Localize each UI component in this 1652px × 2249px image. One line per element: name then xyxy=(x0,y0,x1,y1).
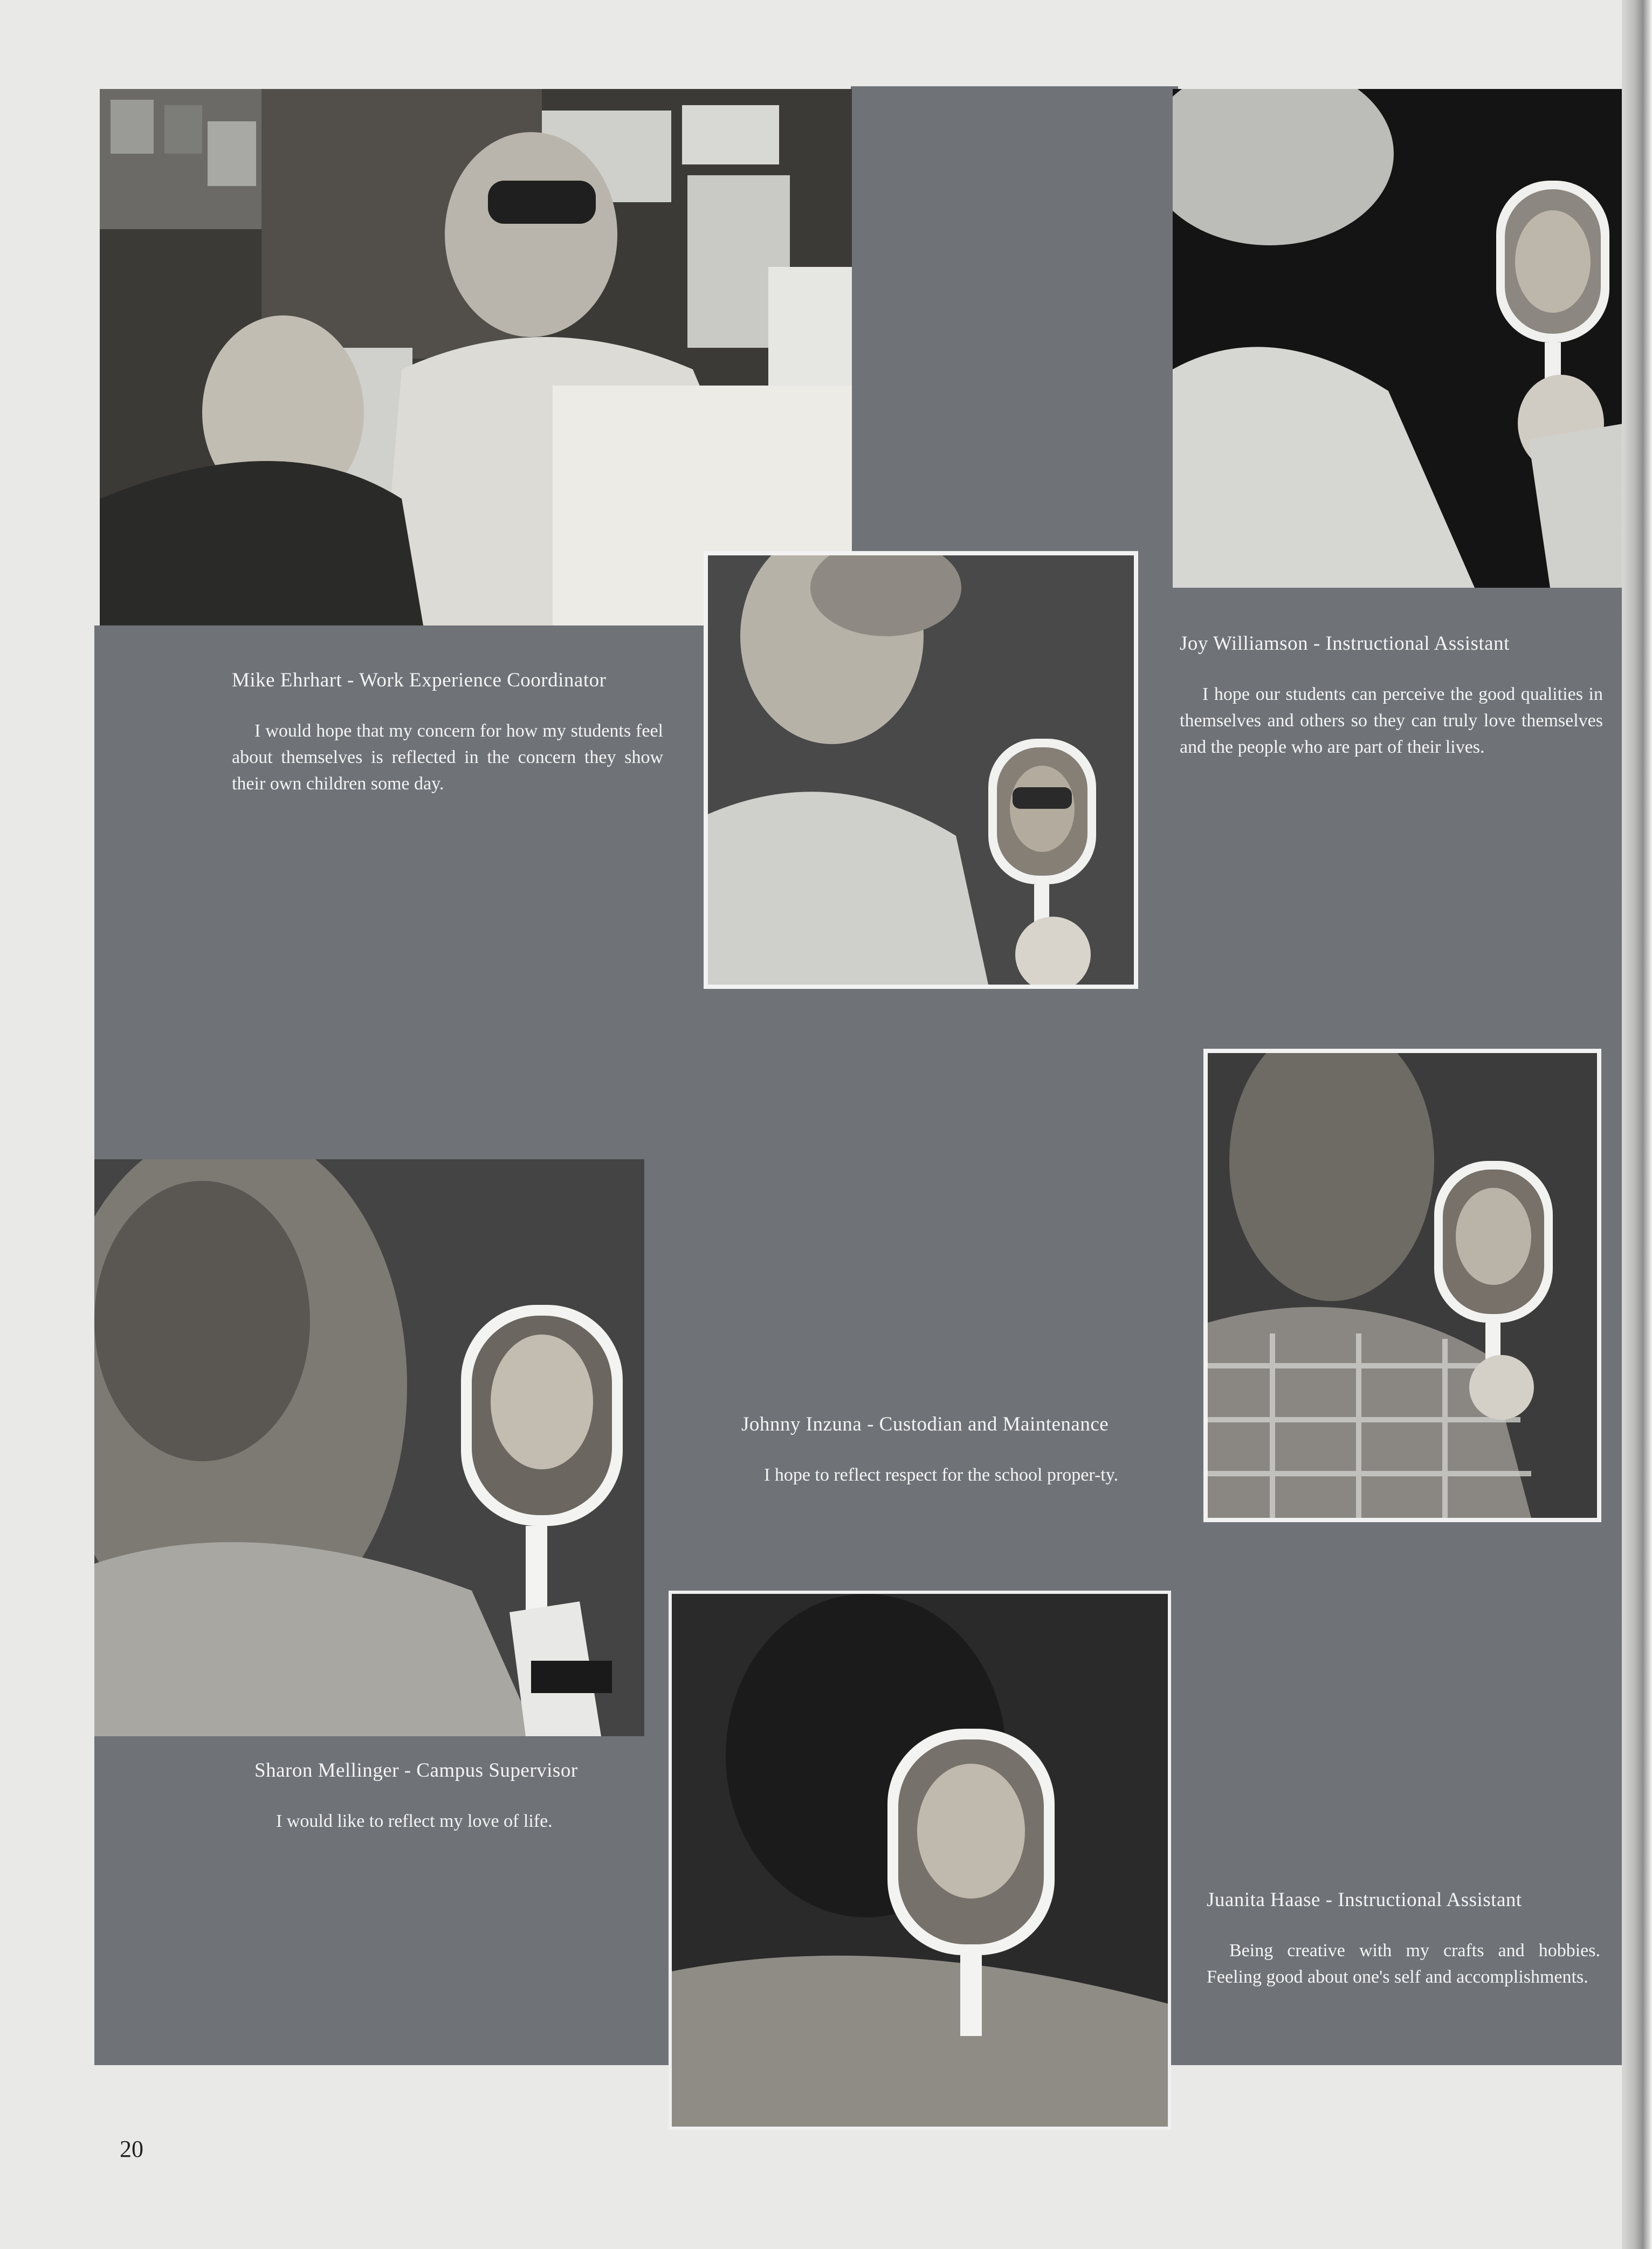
caption-mike-ehrhart xyxy=(232,669,663,797)
caption-sharon-mellinger xyxy=(254,1759,653,1834)
quote-text: Being creative with my crafts and hobbies. Feeling good about one's self and accomplishments. xyxy=(1207,1941,1600,1987)
photo-mike-ehrhart xyxy=(100,89,852,625)
caption-juanita-haase xyxy=(1207,1888,1600,1990)
name-title: Joy Williamson - Instructional Assistant xyxy=(1180,632,1510,655)
caption-joy-williamson xyxy=(1180,632,1603,760)
photo-joy-williamson xyxy=(1173,89,1626,588)
photo-johnny-inzuna xyxy=(704,551,1138,989)
name-title: Sharon Mellinger - Campus Supervisor xyxy=(254,1759,578,1782)
name-title: Juanita Haase - Instructional Assistant xyxy=(1207,1889,1522,1911)
quote-text: I hope to reflect respect for the school proper-ty. xyxy=(764,1465,1119,1485)
name-title: Johnny Inzuna - Custodian and Maintenance xyxy=(741,1413,1109,1435)
photo-juanita-haase xyxy=(1203,1049,1601,1522)
quote-text: I would like to reflect my love of life. xyxy=(276,1811,553,1831)
page-number: 20 xyxy=(120,2136,143,2162)
quote-text: I would hope that my concern for how my students feel about themselves is reflected in the concern they show their own children some day. xyxy=(232,721,663,794)
quote-text: I hope our students can perceive the good qualities in themselves and others so they can truly love themselves and the people who are part of their lives. xyxy=(1180,684,1603,757)
photo-sharon-mellinger xyxy=(94,1159,644,1736)
binding-spine xyxy=(1622,0,1652,2249)
name-title: Mike Ehrhart - Work Experience Coordinator xyxy=(232,669,607,691)
caption-johnny-inzuna xyxy=(741,1413,1173,1488)
photo-bottom-center-mirror xyxy=(669,1591,1171,2130)
